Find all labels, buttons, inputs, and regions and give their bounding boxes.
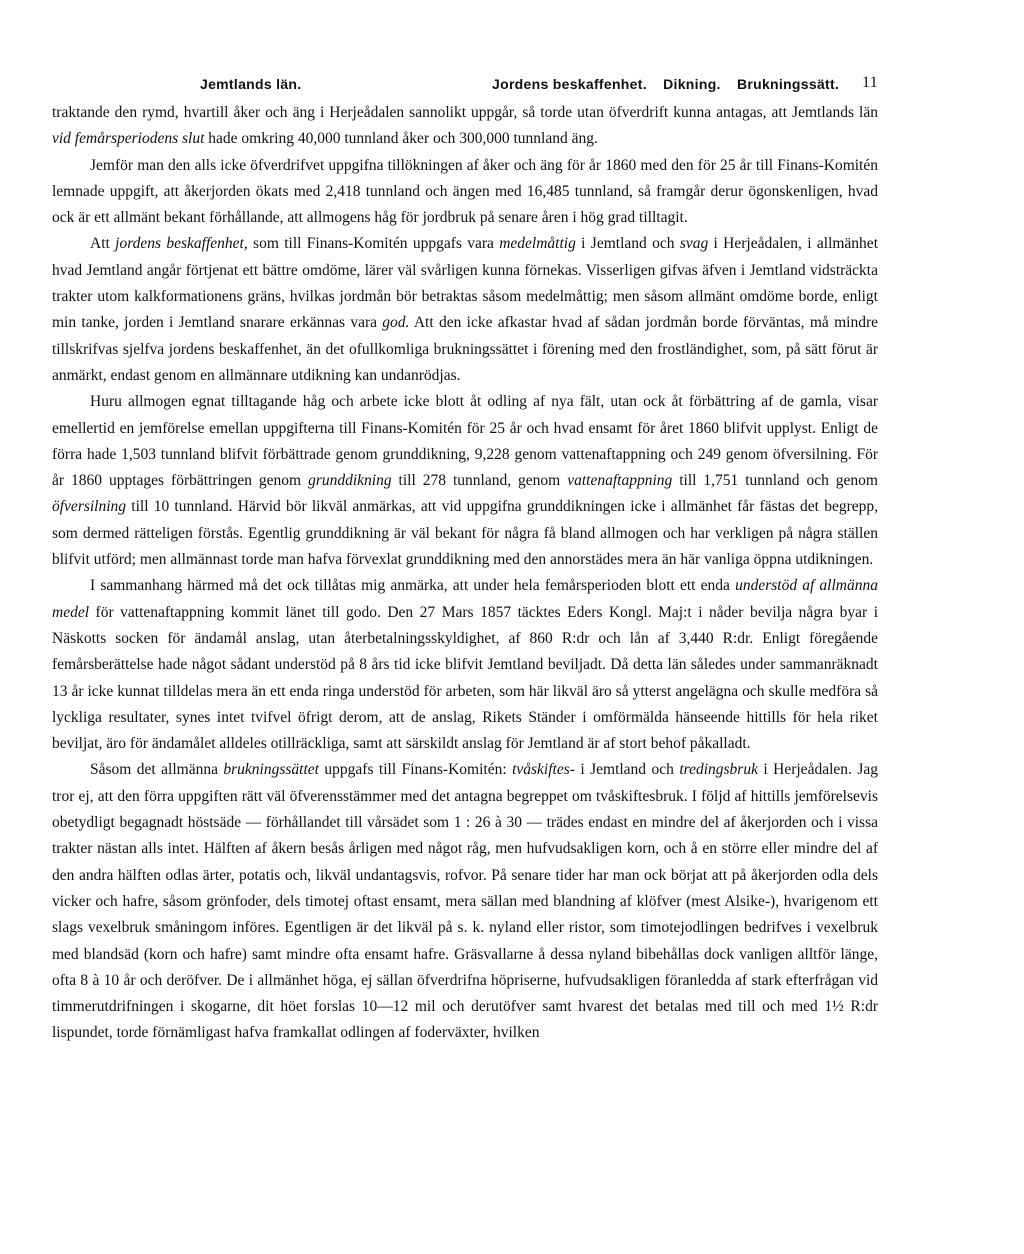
text-run: i Herjeådalen, i allmänhet hvad Jemtland angår förtjenat ett bättre omdöme, lärer väl svårligen kunna förnekas. Visserligen gifvas äfven i Jemtland vidsträckta trakter utom kalkformationens gräns, hvilkas jordmån bör betraktas såsom medelmåttig; men såsom allmänt omdöme borde, enligt min tanke, jorden i Jemtland snarare erkännas vara	[52, 235, 878, 332]
italic-run: tvåskiftes-	[512, 761, 575, 779]
text-run: Jemför man den alls icke öfverdrifvet uppgifna tillökningen af åker och äng för år 1860 med den för 25 år till Finans-Komitén lemnade uppgift, att åkerjorden ökats med 2,418 tunnland och ängen med 16,485 tunnland, så framgår derur ögonskenligen, hvad ock är ett allmänt bekant förhållande, att allmogens håg för jordbruk på senare åren i hög grad tilltagit.	[52, 156, 878, 227]
paragraph	[52, 757, 878, 1046]
page-number: 11	[861, 74, 878, 91]
text-run: till 1,751 tunnland och genom	[672, 472, 878, 490]
text-run: i Jemtland och	[574, 761, 680, 779]
italic-run: öfversilning	[52, 498, 127, 516]
italic-run: brukningssättet	[223, 761, 319, 779]
text-run: för vattenaftappning kommit länet till godo. Den 27 Mars 1857 täcktes Eders Kongl. Maj:t i nåder bevilja några byar i Näskotts socken för ändamål anslag, utan återbetalningsskyldighet, af 860 R:dr och lån af 3,440 R:dr. Enligt föregående femårsberättelse hade något sådant understöd på 8 års tid icke blifvit Jemtland beviljadt. Då detta län således under sammanräknadt 13 år icke kunnat tilldelas mera än ett enda ringa understöd för arbeten, som här likväl äro så ytterst angelägna och skulle medföra så lyckliga resultater, synes intet tvifvel öfrigt derom, att de anslag, Rikets Ständer i omförmälda hänseende hittills för hela riket beviljat, äro för ändamålet alldeles otillräckliga, samt att särskildt anslag för Jemtland är af stort behof påkalladt.	[52, 603, 878, 753]
header-section-2: Dikning.	[663, 76, 721, 92]
body-text	[52, 100, 878, 1047]
italic-run: tredingsbruk	[679, 761, 758, 779]
header-section-3: Brukningssätt.	[736, 76, 840, 92]
italic-run: vid femårsperiodens slut	[52, 130, 205, 148]
text-run: Att	[90, 235, 116, 253]
italic-run: svag	[679, 235, 709, 253]
text-run: i Herjeådalen. Jag tror ej, att den förra uppgiften rätt väl öfverensstämmer med det antagna begreppet om tvåskiftesbruk. I följd af hittills jemförelsevis obetydligt begagnadt höstsäde — förhållandet till vårsädet som 1 : 26 à 30 — trädes endast en mindre del af åkerjorden och i vissa trakter nästan alls intet. Hälften af åkern besås årligen med något råg, men hufvudsakligen korn, och å en större eller mindre del af den andra hälften odlas ärter, potatis och, likväl undantagsvis, rofvor. På senare tider har man ock börjat att på åkerjorden odla dels vicker och hafre, såsom grönfoder, dels timotej oftast ensamt, mera sällan med blandning af klöfver (mest Alsike-), hvarigenom ett slags vexelbruk småningom införes. Egentligen är det likväl på s. k. nyland eller ristor, som timotejodlingen bedrifves i vexelbruk med blandsäd (korn och hafre) samt mindre ofta ensamt hafre. Gräsvallarne å dessa nyland bibehållas dock vanligen alltför länge, ofta 8 à 10 år och deröfver. De i allmänhet höga, ej sällan öfverdrifna höpriserne, hufvudsakligen föranledda af stark efterfrågan vid timmerutdrifningen i skogarne, dit höet forslas 10—12 mil och derutöfver samt hvarest det betalas med till och med 1½ R:dr lispundet, torde förnämligast hafva framkallat odlingen af foderväxter, hvilken	[52, 761, 878, 1042]
italic-run: jordens beskaffenhet,	[115, 235, 248, 253]
text-run: traktande den rymd, hvartill åker och äng i Herjeådalen sannolikt uppgår, så torde utan öfverdrift kunna antagas, att Jemtlands län	[52, 104, 878, 121]
text-run: i Jemtland och	[575, 235, 680, 253]
paragraph	[52, 231, 878, 389]
running-header	[52, 70, 878, 100]
text-run: I sammanhang härmed må det ock tillåtas mig anmärka, att under hela femårsperioden blott ett enda	[90, 577, 736, 595]
text-run: Såsom det allmänna	[90, 761, 224, 779]
paragraph	[52, 100, 878, 153]
italic-run: medelmåttig	[499, 235, 576, 253]
paragraph	[52, 573, 878, 757]
paragraph	[52, 153, 878, 232]
document-page	[52, 70, 878, 1047]
header-section-1: Jordens beskaffenhet.	[492, 76, 647, 92]
text-run: till 10 tunnland. Härvid bör likväl anmärkas, att vid uppgifna grunddikningen icke i allmänhet får fästas det begrepp, som dermed rätteligen förstås. Egentlig grunddikning är väl bekant för några få bland allmogen och har verkligen på några ställen blifvit utförd; men allmännast torde man hafva förvexlat grunddikning med den annorstädes mera än här vanliga öppna utdikningen.	[52, 498, 878, 569]
text-run: Att den icke afkastar hvad af sådan jordmån borde förväntas, må mindre tillskrifvas sjelfva jordens beskaffenhet, än det ofullkomliga brukningssättet i förening med den frostländighet, som, på sätt förut är anmärkt, endast genom en allmännare utdikning kan undanrödjas.	[52, 314, 878, 384]
italic-run: vattenaftappning	[567, 472, 673, 490]
header-left: Jemtlands län.	[200, 76, 302, 92]
text-run: hade omkring 40,000 tunnland åker och 300,000 tunnland äng.	[204, 130, 598, 148]
paragraph	[52, 389, 878, 573]
text-run: Huru allmogen egnat tilltagande håg och arbete icke blott åt odling af nya fält, utan ock åt förbättring af de gamla, visar emellertid en jemförelse emellan uppgifterna till Finans-Komitén för 25 år och hvad ensamt för året 1860 blifvit upplyst. Enligt de förra hade 1,503 tunnland blifvit förbättrade genom grunddikning, 9,228 genom vattenaftappning och 249 genom öfversilning. För år 1860 upptages förbättringen genom	[52, 393, 878, 490]
text-run: till 278 tunnland, genom	[391, 472, 568, 490]
text-run: uppgafs till Finans-Komitén:	[318, 761, 513, 779]
italic-run: understöd af allmänna medel	[52, 577, 878, 621]
text-run: som till Finans-Komitén uppgafs vara	[247, 235, 500, 253]
italic-run: god.	[382, 314, 410, 332]
italic-run: grunddikning	[308, 472, 392, 490]
header-right	[492, 76, 851, 92]
